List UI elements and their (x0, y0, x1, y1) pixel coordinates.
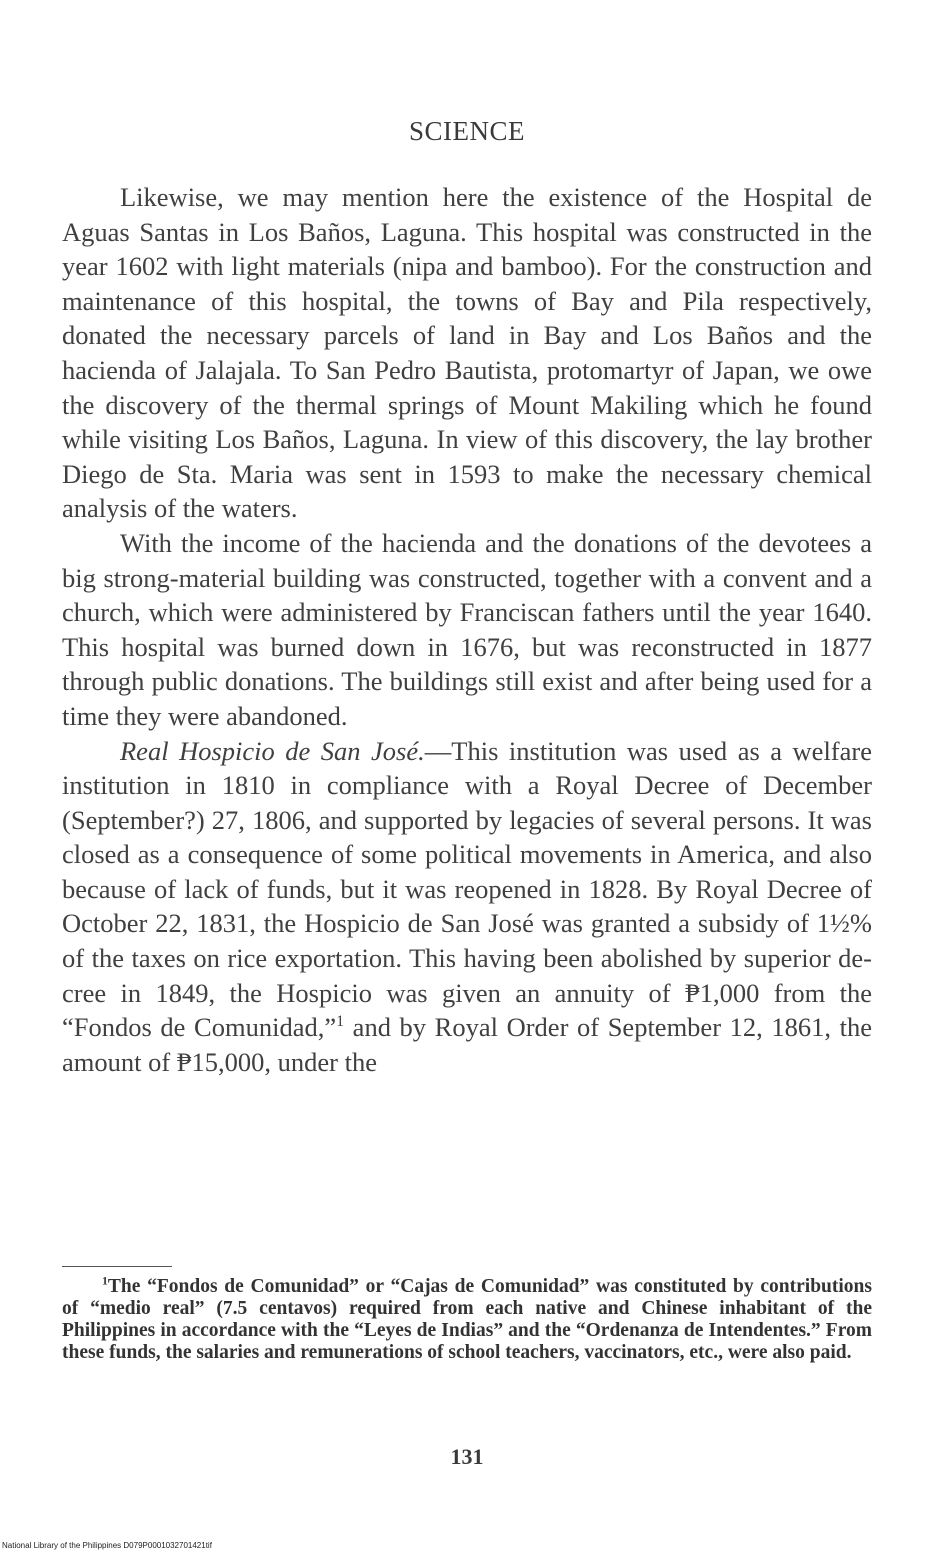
footnote-text: The “Fondos de Comunidad” or “Cajas de Comunidad” was constituted by contributions of “medio real” (7.5 centavos) required from each native and Chinese inhabitant of the Philippines in accordance with the “Leyes de Indias” and the “Ordenanza de Intendentes.” From these funds, the salaries and remunerations of school teachers, vaccinators, etc., were also paid. (62, 1276, 872, 1363)
paragraph-real-hospicio-text: —This institution was used as a welfare institution in 1810 in compliance with a Royal Decree of December (September?) 27, 1806, and supported by legacies of several persons. It was closed as a consequence of some political movements in America, and also because of lack of funds, but it was reopened in 1828. By Royal Decree of October 22, 1831, the Hospicio de San José was granted a subsidy of 1½% of the taxes on rice exportation. This having been abolished by superior decree in 1849, the Hospicio was given an annuity of ₱1,000 from the “Fondos de Comunidad,” (62, 735, 872, 1043)
footnote-divider (62, 1266, 172, 1267)
footnote-marker: 1 (102, 1274, 108, 1288)
paragraph-real-hospicio-tail: and by Royal Order of September 12, 1861, the amount of ₱15,000, under the (62, 1012, 872, 1077)
paragraph-real-hospicio (62, 734, 872, 1080)
footnote-reference: 1 (336, 1013, 345, 1031)
section-title-real-hospicio: Real Hospicio de San José. (120, 735, 425, 766)
scan-watermark: National Library of the Philippines D079P0001032701421tif (2, 1541, 212, 1550)
body-text (62, 180, 872, 1079)
page-number: 131 (450, 1444, 484, 1469)
paragraph-hospital-aguas-santas: Likewise, we may mention here the existence of the Hospital de Aguas Santas in Los Baños, Laguna. This hospital was constructed in the year 1602 with light materials (nipa and bamboo). For the construction and maintenance of this hospital, the towns of Bay and Pila respectively, donated the necessary parcels of land in Bay and Los Baños and the hacienda of Jalajala. To San Pedro Bautista, protomartyr of Japan, we owe the discovery of the thermal springs of Mount Makiling which he found while visiting Los Baños, Laguna. In view of this discovery, the lay brother Diego de Sta. Maria was sent in 1593 to make the necessary chemical analysis of the waters. (62, 182, 872, 524)
footnote (62, 1276, 872, 1364)
paragraph-hospital-building: With the income of the hacienda and the donations of the devotees a big strong-material building was constructed, together with a convent and a church, which were administered by Franciscan fathers until the year 1640. This hospital was burned down in 1676, but was reconstructed in 1877 through public donations. The buildings still exist and after being used for a time they were abandoned. (62, 527, 872, 731)
running-head: SCIENCE (408, 116, 525, 146)
